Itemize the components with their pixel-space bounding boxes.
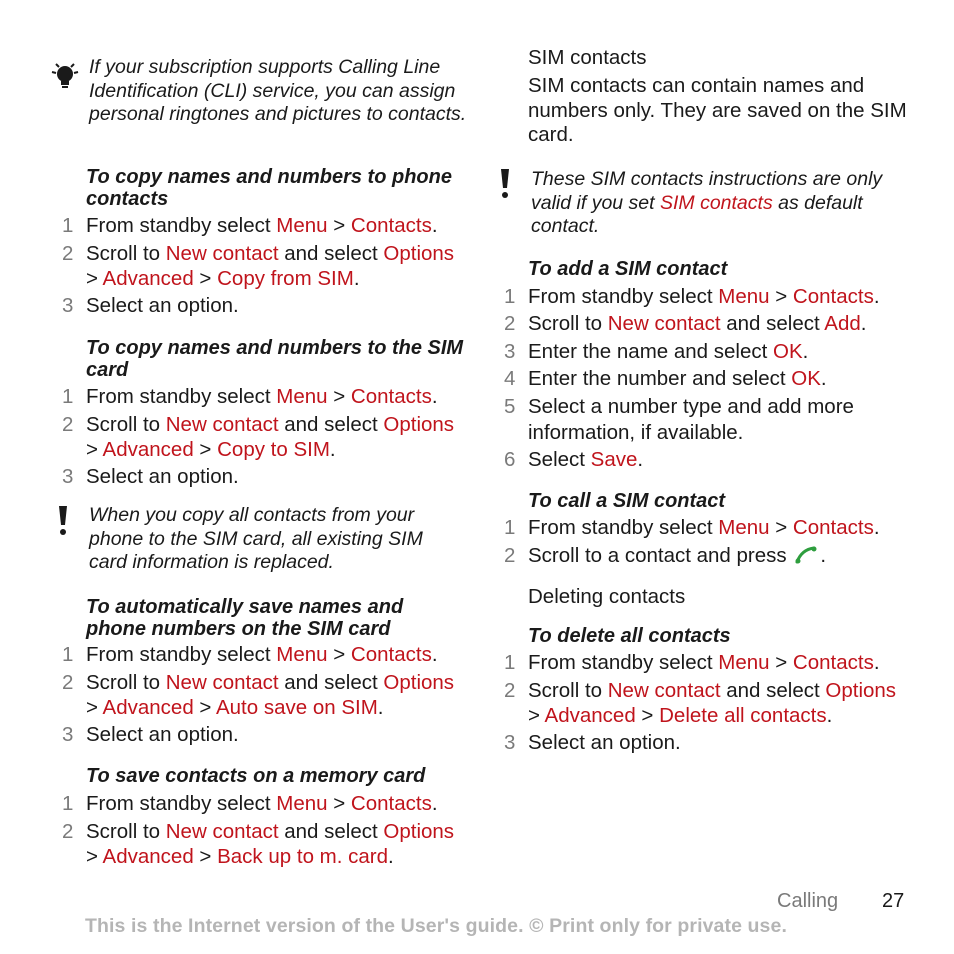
list-item: 1 From standby select Menu > Contacts.: [62, 792, 438, 815]
list-item: 2 Scroll to New contact and select Add.: [504, 312, 867, 335]
sim-contacts-body: SIM contacts can contain names and numbers only. They are saved on the SIM card.: [528, 74, 907, 146]
sim-contacts-title: SIM contacts: [528, 46, 647, 69]
section-heading-add-sim-contact: To add a SIM contact: [528, 258, 728, 280]
list-item: 6 Select Save.: [504, 448, 644, 471]
list-item-continued: > Advanced > Copy from SIM.: [86, 267, 360, 290]
list-item: 1 From standby select Menu > Contacts.: [62, 643, 438, 666]
list-item: 1 From standby select Menu > Contacts.: [62, 214, 438, 237]
list-item: 2 Scroll to New contact and select Options: [504, 679, 897, 702]
list-item: 3 Enter the name and select OK.: [504, 340, 809, 363]
list-item: 3 Select an option.: [62, 465, 239, 488]
section-heading-copy-to-sim: To copy names and numbers to the SIM card: [86, 337, 464, 381]
list-item: 1 From standby select Menu > Contacts.: [504, 651, 880, 674]
exclamation-icon: [55, 505, 71, 537]
list-item-continued: > Advanced > Auto save on SIM.: [86, 696, 384, 719]
list-item: 3 Select an option.: [504, 731, 681, 754]
copy-warning: When you copy all contacts from your phone to the SIM card, all existing SIM card information is replaced.: [89, 504, 423, 573]
list-item: 1 From standby select Menu > Contacts.: [504, 285, 880, 308]
cli-tip: If your subscription supports Calling Line Identification (CLI) service, you can assign personal ringtones and pictures to contacts.: [89, 56, 467, 125]
list-item: 2 Scroll to a contact and press .: [504, 544, 827, 567]
section-heading-call-sim-contact: To call a SIM contact: [528, 490, 726, 512]
footer-section-label: Calling: [777, 890, 839, 912]
list-item-continued: > Advanced > Copy to SIM.: [86, 438, 336, 461]
list-item-continued: > Advanced > Back up to m. card.: [86, 845, 394, 868]
list-item: 2 Scroll to New contact and select Options: [62, 671, 455, 694]
list-item: 2 Scroll to New contact and select Options: [62, 242, 455, 265]
exclamation-icon: [497, 168, 513, 200]
list-item: 5 Select a number type and add more information, if available.: [504, 395, 854, 444]
list-item: 3 Select an option.: [62, 723, 239, 746]
list-item: 1 From standby select Menu > Contacts.: [62, 385, 438, 408]
list-item: 4 Enter the number and select OK.: [504, 367, 827, 390]
list-item: 1 From standby select Menu > Contacts.: [504, 516, 880, 539]
page-number: 27: [882, 890, 905, 912]
list-item: 3 Select an option.: [62, 294, 239, 317]
section-heading-delete-all: To delete all contacts: [528, 625, 731, 647]
list-item-continued: > Advanced > Delete all contacts.: [528, 704, 833, 727]
section-heading-copy-to-phone: To copy names and numbers to phone contacts: [86, 166, 452, 210]
call-key-icon: [794, 545, 820, 565]
footer-disclaimer: This is the Internet version of the User's guide. © Print only for private use.: [85, 915, 787, 937]
section-heading-auto-save: To automatically save names and phone numbers on the SIM card: [86, 596, 404, 640]
deleting-contacts-title: Deleting contacts: [528, 585, 686, 608]
section-heading-memory-card: To save contacts on a memory card: [86, 765, 426, 787]
list-item: 2 Scroll to New contact and select Options: [62, 820, 455, 843]
list-item: 2 Scroll to New contact and select Options: [62, 413, 455, 436]
sim-warning: These SIM contacts instructions are only valid if you set SIM contacts as default contact.: [531, 168, 883, 237]
lightbulb-icon: [48, 60, 82, 94]
